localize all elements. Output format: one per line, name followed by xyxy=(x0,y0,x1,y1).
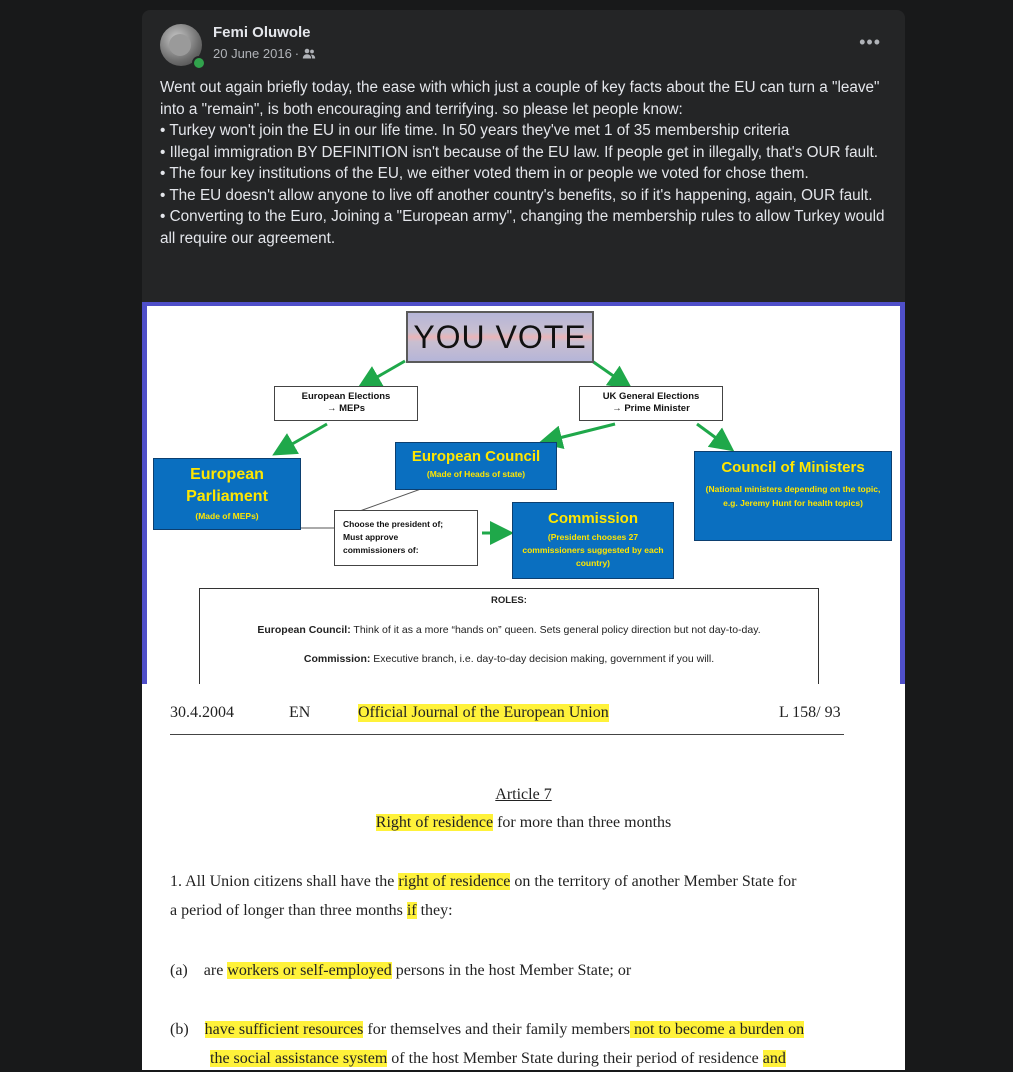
post-paragraph: Went out again briefly today, the ease with which just a couple of key facts about the EU can turn a "leave" into a "remain", is both encouraging and terrifying. so please let people know: xyxy=(160,79,880,118)
european-council-box: European Council (Made of Heads of state) xyxy=(395,442,557,490)
journal-date: 30.4.2004 xyxy=(170,704,234,721)
article-number: Article 7 xyxy=(495,786,552,803)
arrow xyxy=(697,424,727,446)
roles-council: European Council: Think of it as a more “hands on” queen. Sets general policy direction but not day-to-day. xyxy=(257,624,761,636)
post-date[interactable]: 20 June 2016 xyxy=(213,46,292,61)
commission-box: Commission (President chooses 27 commissioners suggested by each country) xyxy=(512,502,674,579)
eu-diagram-image[interactable] xyxy=(142,302,905,684)
roles-box xyxy=(199,588,819,690)
post-meta: 20 June 2016 · xyxy=(213,46,316,61)
item-a: (a) are workers or self-employed persons in the host Member State; or xyxy=(170,962,632,979)
item-b-line-2: the social assistance system of the host Member State during their period of residence and xyxy=(210,1050,786,1067)
journal-title: Official Journal of the European Union xyxy=(358,704,609,721)
online-status-dot xyxy=(192,56,206,70)
arrow xyxy=(365,361,405,384)
council-of-ministers-box: Council of Ministers (National ministers depending on the topic, e.g. Jeremy Hunt for health topics) xyxy=(694,451,892,541)
journal-extract-image[interactable] xyxy=(142,684,905,1070)
choose-president-box: Choose the president of; Must approve commissioners of: xyxy=(334,510,478,566)
post-paragraph: • Illegal immigration BY DEFINITION isn't because of the EU law. If people get in illegally, that's OUR fault. xyxy=(160,143,878,161)
diagram-canvas xyxy=(147,306,900,684)
arrow xyxy=(280,424,327,451)
arrow xyxy=(592,361,625,384)
post-paragraph: • The four key institutions of the EU, we either voted them in or people we voted for chose them. xyxy=(160,165,809,182)
arrow xyxy=(547,424,615,441)
post-paragraph: • The EU doesn't allow anyone to live off another country's benefits, so if it's happening, again, OUR fault. xyxy=(160,186,873,204)
divider xyxy=(170,734,844,735)
more-options-button[interactable]: ••• xyxy=(859,32,881,52)
roles-commission: Commission: Executive branch, i.e. day-to-day decision making, government if you will. xyxy=(303,653,715,665)
author-name[interactable]: Femi Oluwole xyxy=(213,24,311,41)
post-paragraph: • Turkey won't join the EU in our life time. In 50 years they've met 1 of 35 membership criteria xyxy=(160,122,790,139)
post-paragraph: • Converting to the Euro, Joining a "European army", changing the membership rules to allow Turkey would all require our agreement. xyxy=(160,208,885,247)
item-b-line-1: (b) have sufficient resources for themselves and their family members not to become a burden on xyxy=(170,1021,805,1038)
european-parliament-box: European Parliament (Made of MEPs) xyxy=(153,458,301,530)
journal-lang: EN xyxy=(289,704,311,721)
you-vote-banner: YOU VOTE xyxy=(406,311,594,363)
paragraph-1-line-1: 1. All Union citizens shall have the right of residence on the territory of another Member State for xyxy=(170,873,797,890)
uk-elections-box: UK General Elections → Prime Minister xyxy=(579,386,723,421)
paragraph-1-line-2: a period of longer than three months if they: xyxy=(170,902,453,919)
eu-elections-box: European Elections → MEPs xyxy=(274,386,418,421)
post-text xyxy=(160,77,895,249)
journal-page: L 158/ 93 xyxy=(779,704,841,721)
roles-heading: ROLES: xyxy=(491,595,527,606)
friends-icon xyxy=(302,48,316,60)
article-heading: Right of residence for more than three months xyxy=(375,814,672,831)
post-card xyxy=(142,10,905,1070)
